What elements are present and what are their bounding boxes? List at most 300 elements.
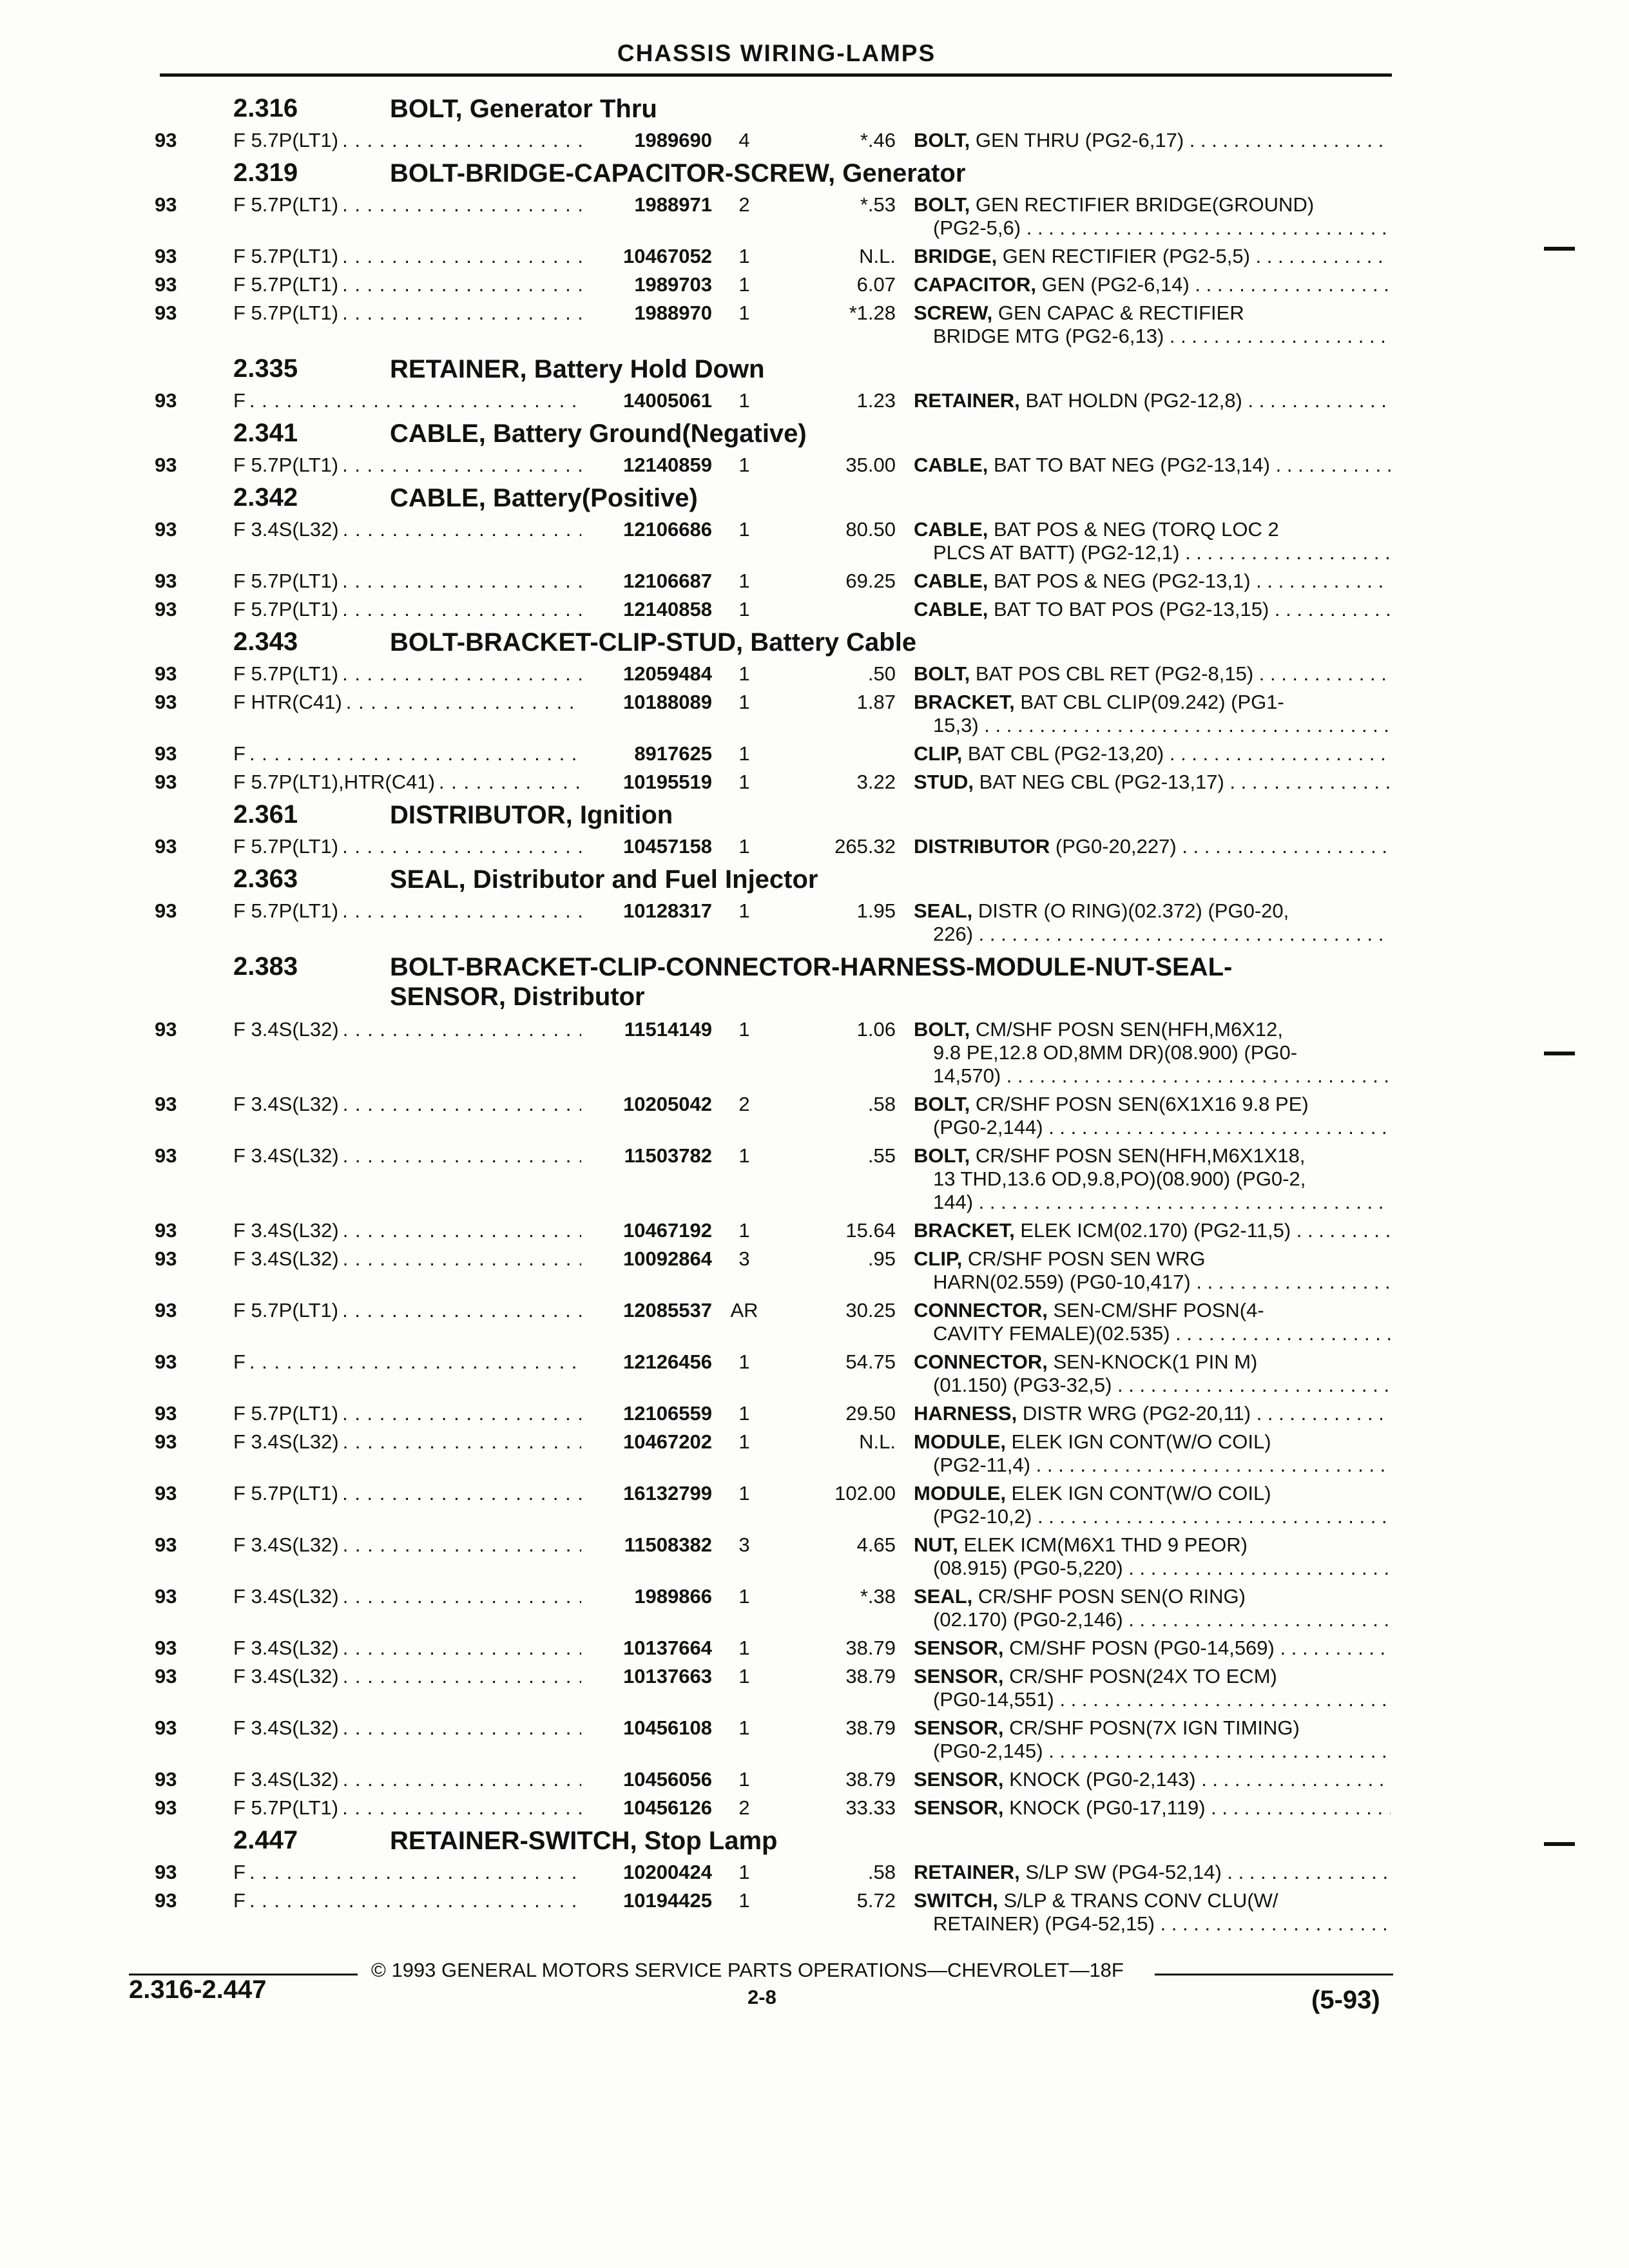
description-text: SEN-KNOCK(1 PIN M) [1047,1350,1258,1373]
part-number: 10205042 [623,1093,712,1115]
section-number: 2.447 [233,1826,298,1854]
part-row [0,1482,1629,1528]
description-text: S/LP SW (PG4-52,14) [1019,1861,1222,1883]
application-code [233,1768,581,1791]
description-keyword: BOLT, [914,1144,970,1167]
price: 3.22 [856,771,896,793]
section-title: DISTRIBUTOR, Ignition [390,801,673,829]
description-keyword: BOLT, [914,193,970,216]
description-keyword: SENSOR, [914,1637,1004,1659]
quantity: 1 [738,1018,750,1041]
part-description [914,245,1391,268]
description-line [914,1533,1391,1557]
description-continuation: (08.915) (PG0-5,220) . . . [914,1557,1391,1580]
part-row [0,518,1629,564]
description-line [914,1889,1391,1912]
price: *1.28 [849,302,896,324]
description-line [914,662,1391,686]
description-keyword: SWITCH, [914,1889,998,1912]
description-line [914,1716,1391,1740]
part-description [914,835,1391,858]
model-year: 93 [155,1482,177,1504]
price: *.38 [860,1585,896,1608]
quantity: AR [730,1299,758,1321]
description-text: BAT CBL CLIP(09.242) (PG1- [1014,691,1284,713]
description-continuation: 14,570) . . . [914,1064,1391,1088]
model-year: 93 [155,771,177,793]
quantity: 1 [738,1482,750,1504]
price: .58 [867,1093,896,1115]
part-description [914,662,1391,686]
part-description [914,1299,1391,1345]
price: *.53 [860,193,896,216]
description-text: CR/SHF POSN SEN(HFH,M6X1X18, [970,1144,1306,1167]
description-keyword: BRIDGE, [914,245,998,267]
model-year: 93 [155,245,177,267]
section-header [0,418,1629,454]
application-code-text: F 3.4S(L32) [233,1144,343,1168]
description-keyword: CLIP, [914,742,963,765]
description-text: ELEK ICM(02.170) (PG2-11,5) [1014,1219,1291,1242]
application-code-text: F 3.4S(L32) [233,1665,343,1688]
section [0,951,1629,1820]
description-text: BAT TO BAT NEG (PG2-13,14) [988,454,1270,476]
part-description [914,1716,1391,1763]
description-line [914,1796,1391,1820]
section [0,863,1629,946]
quantity: 1 [738,245,750,267]
quantity: 1 [738,1219,750,1242]
price: 80.50 [845,518,896,541]
application-code [233,1716,581,1740]
quantity: 1 [738,899,750,922]
application-code-text: F 5.7P(LT1) [233,129,342,152]
description-continuation: BRIDGE MTG (PG2-6,13) . . . [914,325,1391,348]
description-line [914,570,1391,593]
application-code-text: F 5.7P(LT1) [233,302,342,325]
description-keyword: DISTRIBUTOR [914,835,1050,858]
part-row [0,742,1629,765]
part-row [0,1144,1629,1214]
description-text: (PG0-20,227) [1050,835,1177,858]
description-keyword: SEAL, [914,899,973,922]
part-row [0,1861,1629,1884]
application-code [233,454,581,477]
model-year: 93 [155,1018,177,1041]
section-header [0,93,1629,129]
description-continuation: (PG0-2,145) . . . [914,1740,1391,1763]
part-row [0,129,1629,152]
description-keyword: SENSOR, [914,1665,1004,1687]
application-code-text: F 3.4S(L32) [233,1219,343,1242]
application-code-text: F 3.4S(L32) [233,1768,343,1791]
section-header [0,863,1629,899]
quantity: 3 [738,1533,750,1556]
description-text: BAT TO BAT POS (PG2-13,15) [988,598,1269,620]
model-year: 93 [155,518,177,541]
part-number: 1989866 [634,1585,712,1608]
part-number: 12106559 [623,1402,712,1425]
description-line [914,1861,1391,1884]
description-text: CR/SHF POSN(7X IGN TIMING) [1003,1716,1300,1739]
quantity: 3 [738,1247,750,1270]
description-line [914,1665,1391,1688]
part-number: 1989690 [634,129,712,151]
application-code-text: F 3.4S(L32) [233,1533,343,1557]
part-number: 16132799 [623,1482,712,1504]
quantity: 1 [738,1716,750,1739]
description-line [914,742,1391,765]
price: 4.65 [856,1533,896,1556]
model-year: 93 [155,1093,177,1115]
description-text: DISTR WRG (PG2-20,11) [1017,1402,1251,1425]
description-keyword: SCREW, [914,302,993,324]
part-number: 1989703 [634,273,712,296]
description-line [914,245,1391,268]
description-keyword: RETAINER, [914,1861,1020,1883]
margin-mark [1544,247,1575,251]
part-description [914,1482,1391,1528]
description-continuation: (PG2-10,2) . . . [914,1505,1391,1528]
price: 29.50 [845,1402,896,1425]
section-title: SEAL, Distributor and Fuel Injector [390,865,818,894]
section [0,482,1629,621]
description-text: BAT POS & NEG (PG2-13,1) [988,570,1251,592]
footer-rule-right [1155,1974,1393,1975]
application-code-text: F 5.7P(LT1) [233,662,342,686]
part-description [914,454,1391,477]
price: N.L. [859,1430,896,1453]
part-description [914,1247,1391,1294]
description-keyword: SENSOR, [914,1768,1004,1791]
description-line [914,273,1391,296]
part-description [914,1219,1391,1242]
part-number: 10188089 [623,691,712,713]
description-line [914,518,1391,541]
part-description [914,1637,1391,1660]
part-description [914,1018,1391,1088]
price: .95 [867,1247,896,1270]
part-row [0,1768,1629,1791]
description-continuation: (01.150) (PG3-32,5) . . . [914,1374,1391,1397]
section-number: 2.319 [233,159,298,187]
description-text: CR/SHF POSN(24X TO ECM) [1003,1665,1277,1687]
application-code-text: F HTR(C41) [233,691,346,714]
part-row [0,1299,1629,1345]
description-text: CM/SHF POSN SEN(HFH,M6X12, [970,1018,1283,1041]
application-code-text: F 5.7P(LT1) [233,193,342,216]
quantity: 1 [738,1861,750,1883]
model-year: 93 [155,691,177,713]
description-continuation: (PG0-2,144) . . . [914,1116,1391,1139]
application-code-text: F 5.7P(LT1) [233,1402,342,1425]
part-number: 12106687 [623,570,712,592]
model-year: 93 [155,1350,177,1373]
description-line [914,1637,1391,1660]
model-year: 93 [155,273,177,296]
application-code-text: F [233,742,249,765]
part-description [914,302,1391,348]
description-keyword: MODULE, [914,1430,1006,1453]
description-keyword: CAPACITOR, [914,273,1037,296]
quantity: 1 [738,742,750,765]
application-code [233,835,581,858]
section [0,93,1629,152]
model-year: 93 [155,1247,177,1270]
part-description [914,1585,1391,1631]
description-continuation: (PG0-14,551) . . . [914,1688,1391,1711]
application-code [233,598,581,621]
description-keyword: BOLT, [914,1093,970,1115]
part-description [914,1889,1391,1936]
description-text: DISTR (O RING)(02.372) (PG0-20, [972,899,1289,922]
part-description [914,691,1391,737]
part-row [0,1533,1629,1580]
price: 265.32 [834,835,896,858]
quantity: 1 [738,273,750,296]
margin-mark [1544,1052,1575,1055]
model-year: 93 [155,1533,177,1556]
description-keyword: CLIP, [914,1247,963,1270]
description-keyword: BOLT, [914,662,970,685]
description-line [914,899,1391,923]
part-description [914,273,1391,296]
application-code-text: F 3.4S(L32) [233,1018,343,1041]
application-code [233,1219,581,1242]
description-keyword: CABLE, [914,598,988,620]
part-description [914,129,1391,152]
description-continuation: (PG2-11,4) . . . [914,1454,1391,1477]
description-line [914,598,1391,621]
part-number: 14005061 [623,389,712,412]
part-description [914,193,1391,240]
description-line [914,454,1391,477]
description-continuation: 15,3) . . . [914,714,1391,737]
quantity: 1 [738,302,750,324]
part-description [914,1861,1391,1884]
description-text: BAT POS CBL RET (PG2-8,15) [970,662,1254,685]
description-line [914,1402,1391,1425]
description-line [914,1350,1391,1374]
header-rule [160,73,1392,77]
part-row [0,835,1629,858]
application-code-text: F 3.4S(L32) [233,1637,343,1660]
quantity: 1 [738,1665,750,1687]
description-keyword: MODULE, [914,1482,1006,1504]
application-code-text: F 5.7P(LT1) [233,454,342,477]
price: 35.00 [845,454,896,476]
description-continuation: 9.8 PE,12.8 OD,8MM DR)(08.900) (PG0- [933,1041,1298,1064]
application-code [233,771,581,794]
application-code [233,129,581,152]
part-description [914,1665,1391,1711]
quantity: 1 [738,1350,750,1373]
part-number: 11503782 [624,1144,712,1167]
part-description [914,389,1391,412]
section-number: 2.363 [233,865,298,893]
part-row [0,1018,1629,1088]
model-year: 93 [155,1430,177,1453]
description-keyword: STUD, [914,771,974,793]
description-keyword: CABLE, [914,454,988,476]
description-line [914,302,1391,325]
model-year: 93 [155,1402,177,1425]
part-number: 12126456 [623,1350,712,1373]
description-continuation: 13 THD,13.6 OD,9.8,PO)(08.900) (PG0-2, [933,1168,1306,1190]
part-row [0,1637,1629,1660]
quantity: 1 [738,570,750,592]
quantity: 1 [738,835,750,858]
application-code-text: F 5.7P(LT1) [233,598,342,621]
part-description [914,1402,1391,1425]
application-code [233,742,581,765]
model-year: 93 [155,1768,177,1791]
section-header [0,482,1629,518]
part-number: 10200424 [623,1861,712,1883]
section [0,353,1629,412]
model-year: 93 [155,389,177,412]
quantity: 2 [738,1093,750,1115]
section-title: CABLE, Battery(Positive) [390,484,698,512]
model-year: 93 [155,598,177,620]
description-keyword: SEAL, [914,1585,973,1608]
price: 6.07 [856,273,896,296]
price: 5.72 [856,1889,896,1912]
part-description [914,1144,1391,1214]
model-year: 93 [155,193,177,216]
quantity: 1 [738,1585,750,1608]
model-year: 93 [155,1796,177,1819]
application-code-text: F 5.7P(LT1) [233,899,342,923]
description-continuation: 144) . . . [914,1191,1391,1214]
part-row [0,273,1629,296]
part-number: 10456108 [623,1716,712,1739]
footer-copyright: © 1993 GENERAL MOTORS SERVICE PARTS OPERATIONS—CHEVROLET—18F [371,1959,1124,1981]
price: 1.23 [856,389,896,412]
part-row [0,245,1629,268]
description-text: CR/SHF POSN SEN(O RING) [972,1585,1246,1608]
model-year: 93 [155,1219,177,1242]
description-line [914,835,1391,858]
description-text: BAT HOLDN (PG2-12,8) [1019,389,1242,412]
part-description [914,1768,1391,1791]
model-year: 93 [155,1665,177,1687]
application-code [233,1350,581,1374]
description-keyword: CABLE, [914,518,988,541]
section-title: RETAINER, Battery Hold Down [390,355,765,383]
price: 102.00 [834,1482,896,1504]
quantity: 4 [738,129,750,151]
price: 38.79 [845,1665,896,1687]
part-number: 11514149 [624,1018,712,1041]
part-number: 10467192 [623,1219,712,1242]
part-row [0,389,1629,412]
model-year: 93 [155,1585,177,1608]
part-row [0,899,1629,946]
part-description [914,1430,1391,1477]
part-description [914,518,1391,564]
part-number: 10137663 [623,1665,712,1687]
description-keyword: CONNECTOR, [914,1299,1048,1321]
model-year: 93 [155,570,177,592]
description-text: CR/SHF POSN SEN(6X1X16 9.8 PE) [970,1093,1309,1115]
section-number: 2.335 [233,354,298,383]
part-number: 10137664 [623,1637,712,1659]
description-text: BAT POS & NEG (TORQ LOC 2 [988,518,1279,541]
application-code-text: F 3.4S(L32) [233,1585,343,1608]
part-number: 10467052 [623,245,712,267]
application-code [233,389,581,412]
price: 15.64 [845,1219,896,1242]
model-year: 93 [155,454,177,476]
model-year: 93 [155,742,177,765]
section [0,1825,1629,1936]
part-number: 10195519 [623,771,712,793]
section-header [0,157,1629,193]
application-code [233,1889,581,1912]
section-title: BOLT-BRACKET-CLIP-STUD, Battery Cable [390,628,917,657]
description-text: GEN THRU (PG2-6,17) [970,129,1184,151]
description-line [914,1585,1391,1608]
section [0,626,1629,794]
part-description [914,1350,1391,1397]
quantity: 2 [738,193,750,216]
application-code-text: F 3.4S(L32) [233,1093,343,1116]
price: 38.79 [845,1637,896,1659]
model-year: 93 [155,899,177,922]
part-row [0,662,1629,686]
section-header [0,951,1629,1018]
application-code [233,1144,581,1168]
description-text: BAT NEG CBL (PG2-13,17) [974,771,1224,793]
description-text: GEN RECTIFIER BRIDGE(GROUND) [970,193,1315,216]
part-row [0,570,1629,593]
quantity: 2 [738,1796,750,1819]
model-year: 93 [155,1889,177,1912]
description-keyword: BOLT, [914,129,970,151]
page-title: CHASSIS WIRING-LAMPS [617,40,936,66]
application-code-text: F [233,1889,249,1912]
description-line [914,1768,1391,1791]
description-text: BAT CBL (PG2-13,20) [962,742,1164,765]
description-keyword: SENSOR, [914,1716,1004,1739]
application-code [233,1018,581,1041]
part-number: 1988970 [634,302,712,324]
application-code-text: F 5.7P(LT1) [233,835,342,858]
application-code-text: F 3.4S(L32) [233,518,343,541]
description-text: S/LP & TRANS CONV CLU(W/ [998,1889,1278,1912]
model-year: 93 [155,1861,177,1883]
parts-list [0,89,1629,1941]
section-title: BOLT, Generator Thru [390,95,657,123]
description-keyword: BRACKET, [914,691,1015,713]
description-line [914,1093,1391,1116]
price: .55 [867,1144,896,1167]
description-text: CR/SHF POSN SEN WRG [962,1247,1206,1270]
model-year: 93 [155,662,177,685]
part-description [914,742,1391,765]
part-row [0,193,1629,240]
description-text: ELEK ICM(M6X1 THD 9 PEOR) [958,1533,1248,1556]
part-number: 10194425 [623,1889,712,1912]
part-description [914,570,1391,593]
application-code [233,1796,581,1820]
application-code [233,193,581,216]
section-number: 2.343 [233,628,298,656]
quantity: 1 [738,518,750,541]
part-description [914,1533,1391,1580]
section-number: 2.342 [233,483,298,512]
